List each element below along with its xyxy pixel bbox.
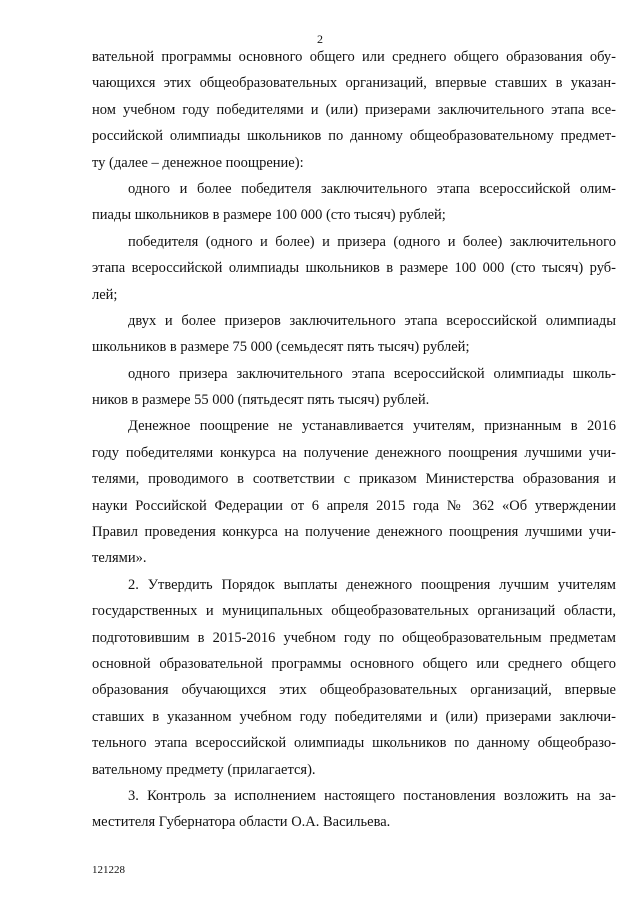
text-line: государственных и муниципальных общеобразовательных организаций области,: [92, 603, 616, 620]
text-line: вательной программы основного общего или среднего общего образования обу-: [92, 49, 616, 65]
text-line: науки Российской Федерации от 6 апреля 2015 года № 362 «Об утверждении: [92, 497, 616, 514]
text-line: образования обучающихся этих общеобразовательных организаций, впервые: [92, 682, 616, 699]
text-line: одного и более победителя заключительного этапа всероссийской олим-: [128, 180, 616, 197]
text-line: основной образовательной программы основного общего или среднего общего: [92, 655, 616, 672]
text-line: чающихся этих общеобразовательных организаций, впервые ставших в указан-: [92, 75, 616, 92]
text-line: школьников в размере 75 000 (семьдесят пять тысяч) рублей;: [92, 339, 470, 356]
text-line: лей;: [92, 286, 118, 303]
footer-document-code: 121228: [92, 864, 125, 876]
text-line: ном учебном году победителями и (или) призерами заключительного этапа все-: [92, 101, 616, 118]
text-line: подготовившим в 2015-2016 учебном году по общеобразовательным предметам: [92, 629, 616, 646]
text-line: пиады школьников в размере 100 000 (сто тысяч) рублей;: [92, 207, 446, 224]
text-line: двух и более призеров заключительного этапа всероссийской олимпиады: [128, 312, 616, 329]
text-line: этапа всероссийской олимпиады школьников в размере 100 000 (сто тысяч) руб-: [92, 260, 616, 277]
document-body: [92, 44, 616, 836]
text-line: Денежное поощрение не устанавливается учителям, признанным в 2016: [128, 418, 616, 435]
text-line: телями».: [92, 550, 147, 567]
text-line: вательному предмету (прилагается).: [92, 761, 316, 778]
text-line: ту (далее – денежное поощрение):: [92, 154, 304, 171]
text-line: 3. Контроль за исполнением настоящего постановления возложить на за-: [128, 787, 616, 804]
page-number: 2: [317, 32, 323, 46]
text-line: ставших в указанном учебном году победителями и (или) призерами заключи-: [92, 708, 616, 725]
text-line: местителя Губернатора области О.А. Васильева.: [92, 814, 391, 831]
text-line: российской олимпиады школьников по данному общеобразовательному предмет-: [92, 128, 616, 145]
text-line: Правил проведения конкурса на получение денежного поощрения лучшими учи-: [92, 524, 616, 541]
text-line: ников в размере 55 000 (пятьдесят пять тысяч) рублей.: [92, 392, 430, 409]
text-line: 2. Утвердить Порядок выплаты денежного поощрения лучшим учителям: [128, 576, 616, 593]
text-line: тельного этапа всероссийской олимпиады школьников по данному общеобразо-: [92, 735, 616, 752]
text-line: году победителями конкурса на получение денежного поощрения лучшими учи-: [92, 444, 616, 461]
text-line: одного призера заключительного этапа всероссийской олимпиады школь-: [128, 365, 616, 382]
text-line: победителя (одного и более) и призера (одного и более) заключительного: [128, 233, 616, 250]
text-line: телями, проводимого в соответствии с приказом Министерства образования и: [92, 471, 616, 488]
